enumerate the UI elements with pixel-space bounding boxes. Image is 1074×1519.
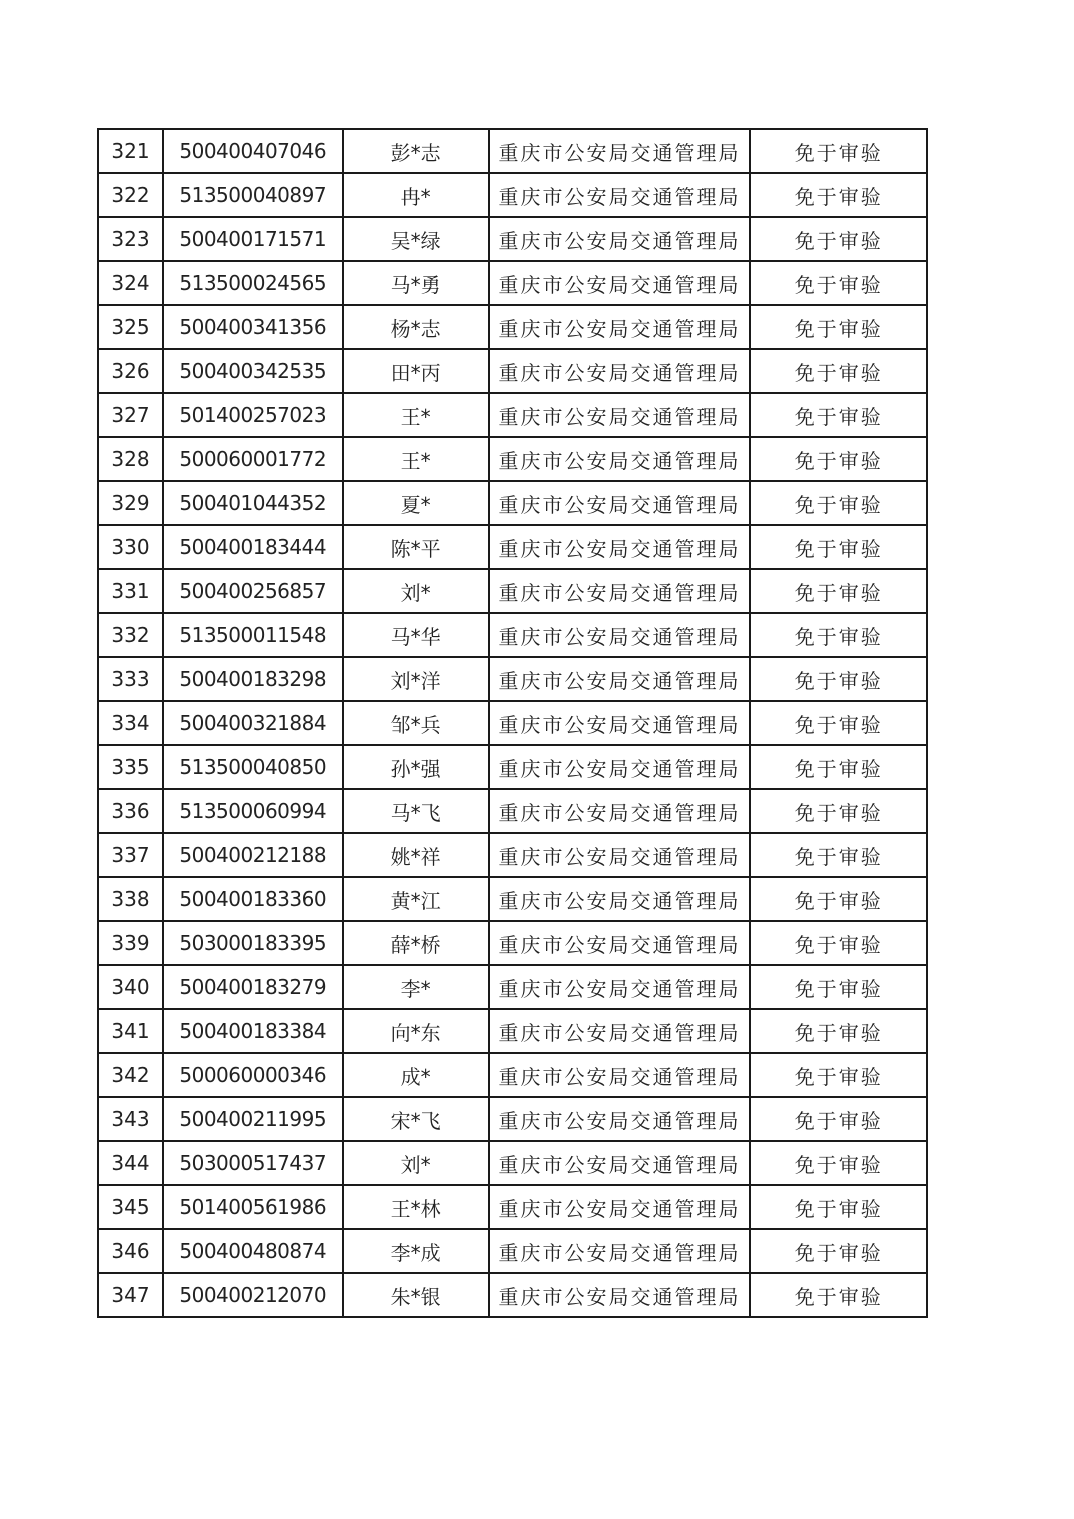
table-row	[98, 1097, 927, 1141]
table-row	[98, 569, 927, 613]
row-number-cell: 335	[98, 745, 163, 789]
table-row	[98, 525, 927, 569]
row-number-cell: 346	[98, 1229, 163, 1273]
license-number-cell: 500400211995	[163, 1097, 343, 1141]
license-number-cell: 500400171571	[163, 217, 343, 261]
driver-name-cell: 朱*银	[343, 1273, 489, 1317]
license-number-cell: 500400212070	[163, 1273, 343, 1317]
review-result-cell: 免于审验	[750, 1273, 927, 1317]
license-number-cell: 500401044352	[163, 481, 343, 525]
license-number-cell: 500060001772	[163, 437, 343, 481]
review-result-cell: 免于审验	[750, 1229, 927, 1273]
table-row	[98, 1009, 927, 1053]
table-row	[98, 613, 927, 657]
driver-name-cell: 黄*江	[343, 877, 489, 921]
driver-name-cell: 邹*兵	[343, 701, 489, 745]
license-number-cell: 500060000346	[163, 1053, 343, 1097]
driver-name-cell: 刘*	[343, 569, 489, 613]
driver-name-cell: 陈*平	[343, 525, 489, 569]
license-number-cell: 500400183384	[163, 1009, 343, 1053]
issuing-authority-cell: 重庆市公安局交通管理局	[489, 349, 751, 393]
issuing-authority-cell: 重庆市公安局交通管理局	[489, 657, 751, 701]
table-row	[98, 481, 927, 525]
review-result-cell: 免于审验	[750, 1053, 927, 1097]
review-result-cell: 免于审验	[750, 305, 927, 349]
issuing-authority-cell: 重庆市公安局交通管理局	[489, 745, 751, 789]
driver-name-cell: 薛*桥	[343, 921, 489, 965]
table-row	[98, 129, 927, 173]
table-row	[98, 965, 927, 1009]
driver-name-cell: 王*	[343, 437, 489, 481]
row-number-cell: 343	[98, 1097, 163, 1141]
issuing-authority-cell: 重庆市公安局交通管理局	[489, 1185, 751, 1229]
row-number-cell: 333	[98, 657, 163, 701]
driver-name-cell: 夏*	[343, 481, 489, 525]
issuing-authority-cell: 重庆市公安局交通管理局	[489, 305, 751, 349]
review-result-cell: 免于审验	[750, 1185, 927, 1229]
license-number-cell: 513500040850	[163, 745, 343, 789]
row-number-cell: 323	[98, 217, 163, 261]
issuing-authority-cell: 重庆市公安局交通管理局	[489, 789, 751, 833]
license-number-cell: 500400212188	[163, 833, 343, 877]
row-number-cell: 325	[98, 305, 163, 349]
row-number-cell: 342	[98, 1053, 163, 1097]
review-result-cell: 免于审验	[750, 261, 927, 305]
row-number-cell: 330	[98, 525, 163, 569]
license-number-cell: 513500060994	[163, 789, 343, 833]
row-number-cell: 340	[98, 965, 163, 1009]
license-number-cell: 500400480874	[163, 1229, 343, 1273]
license-number-cell: 513500024565	[163, 261, 343, 305]
license-number-cell: 500400183279	[163, 965, 343, 1009]
table-row	[98, 393, 927, 437]
table-row	[98, 261, 927, 305]
row-number-cell: 347	[98, 1273, 163, 1317]
review-result-cell: 免于审验	[750, 129, 927, 173]
driver-name-cell: 田*丙	[343, 349, 489, 393]
table-row	[98, 1053, 927, 1097]
row-number-cell: 337	[98, 833, 163, 877]
review-result-cell: 免于审验	[750, 437, 927, 481]
row-number-cell: 341	[98, 1009, 163, 1053]
driver-name-cell: 马*华	[343, 613, 489, 657]
table-row	[98, 1141, 927, 1185]
license-number-cell: 513500011548	[163, 613, 343, 657]
issuing-authority-cell: 重庆市公安局交通管理局	[489, 437, 751, 481]
review-result-cell: 免于审验	[750, 701, 927, 745]
driver-name-cell: 李*	[343, 965, 489, 1009]
row-number-cell: 339	[98, 921, 163, 965]
row-number-cell: 344	[98, 1141, 163, 1185]
driver-name-cell: 马*勇	[343, 261, 489, 305]
review-result-cell: 免于审验	[750, 525, 927, 569]
table-row	[98, 657, 927, 701]
review-result-cell: 免于审验	[750, 481, 927, 525]
review-result-cell: 免于审验	[750, 393, 927, 437]
license-number-cell: 503000517437	[163, 1141, 343, 1185]
driver-name-cell: 成*	[343, 1053, 489, 1097]
review-result-cell: 免于审验	[750, 965, 927, 1009]
review-result-cell: 免于审验	[750, 1141, 927, 1185]
driver-name-cell: 马*飞	[343, 789, 489, 833]
table-row	[98, 877, 927, 921]
license-number-cell: 500400407046	[163, 129, 343, 173]
driver-name-cell: 王*	[343, 393, 489, 437]
table-row	[98, 349, 927, 393]
review-result-cell: 免于审验	[750, 833, 927, 877]
license-number-cell: 500400256857	[163, 569, 343, 613]
driver-name-cell: 姚*祥	[343, 833, 489, 877]
issuing-authority-cell: 重庆市公安局交通管理局	[489, 833, 751, 877]
review-result-cell: 免于审验	[750, 613, 927, 657]
driver-name-cell: 刘*	[343, 1141, 489, 1185]
row-number-cell: 338	[98, 877, 163, 921]
review-result-cell: 免于审验	[750, 217, 927, 261]
issuing-authority-cell: 重庆市公安局交通管理局	[489, 525, 751, 569]
license-number-cell: 500400183360	[163, 877, 343, 921]
table-body	[98, 129, 927, 1317]
table-row	[98, 437, 927, 481]
issuing-authority-cell: 重庆市公安局交通管理局	[489, 965, 751, 1009]
issuing-authority-cell: 重庆市公安局交通管理局	[489, 1273, 751, 1317]
row-number-cell: 326	[98, 349, 163, 393]
issuing-authority-cell: 重庆市公安局交通管理局	[489, 569, 751, 613]
row-number-cell: 329	[98, 481, 163, 525]
license-number-cell: 501400257023	[163, 393, 343, 437]
license-number-cell: 500400183444	[163, 525, 343, 569]
license-number-cell: 500400341356	[163, 305, 343, 349]
exemption-list-table	[97, 128, 928, 1318]
issuing-authority-cell: 重庆市公安局交通管理局	[489, 217, 751, 261]
issuing-authority-cell: 重庆市公安局交通管理局	[489, 129, 751, 173]
review-result-cell: 免于审验	[750, 877, 927, 921]
table-row	[98, 745, 927, 789]
row-number-cell: 345	[98, 1185, 163, 1229]
row-number-cell: 324	[98, 261, 163, 305]
row-number-cell: 327	[98, 393, 163, 437]
license-number-cell: 503000183395	[163, 921, 343, 965]
issuing-authority-cell: 重庆市公安局交通管理局	[489, 701, 751, 745]
review-result-cell: 免于审验	[750, 745, 927, 789]
issuing-authority-cell: 重庆市公安局交通管理局	[489, 1009, 751, 1053]
row-number-cell: 336	[98, 789, 163, 833]
review-result-cell: 免于审验	[750, 657, 927, 701]
review-result-cell: 免于审验	[750, 921, 927, 965]
issuing-authority-cell: 重庆市公安局交通管理局	[489, 1053, 751, 1097]
issuing-authority-cell: 重庆市公安局交通管理局	[489, 1141, 751, 1185]
driver-name-cell: 宋*飞	[343, 1097, 489, 1141]
issuing-authority-cell: 重庆市公安局交通管理局	[489, 1097, 751, 1141]
table-row	[98, 701, 927, 745]
review-result-cell: 免于审验	[750, 789, 927, 833]
table-row	[98, 217, 927, 261]
issuing-authority-cell: 重庆市公安局交通管理局	[489, 921, 751, 965]
driver-name-cell: 彭*志	[343, 129, 489, 173]
issuing-authority-cell: 重庆市公安局交通管理局	[489, 613, 751, 657]
table-row	[98, 173, 927, 217]
table-row	[98, 921, 927, 965]
license-number-cell: 500400321884	[163, 701, 343, 745]
driver-name-cell: 向*东	[343, 1009, 489, 1053]
driver-name-cell: 李*成	[343, 1229, 489, 1273]
review-result-cell: 免于审验	[750, 1009, 927, 1053]
row-number-cell: 334	[98, 701, 163, 745]
review-result-cell: 免于审验	[750, 1097, 927, 1141]
driver-name-cell: 杨*志	[343, 305, 489, 349]
table-row	[98, 833, 927, 877]
driver-name-cell: 吴*绿	[343, 217, 489, 261]
issuing-authority-cell: 重庆市公安局交通管理局	[489, 173, 751, 217]
review-result-cell: 免于审验	[750, 173, 927, 217]
row-number-cell: 331	[98, 569, 163, 613]
row-number-cell: 321	[98, 129, 163, 173]
table-row	[98, 305, 927, 349]
row-number-cell: 328	[98, 437, 163, 481]
row-number-cell: 322	[98, 173, 163, 217]
license-number-cell: 501400561986	[163, 1185, 343, 1229]
driver-name-cell: 孙*强	[343, 745, 489, 789]
row-number-cell: 332	[98, 613, 163, 657]
license-number-cell: 513500040897	[163, 173, 343, 217]
table-row	[98, 1229, 927, 1273]
driver-name-cell: 王*林	[343, 1185, 489, 1229]
table-row	[98, 1185, 927, 1229]
review-result-cell: 免于审验	[750, 569, 927, 613]
driver-name-cell: 冉*	[343, 173, 489, 217]
issuing-authority-cell: 重庆市公安局交通管理局	[489, 393, 751, 437]
issuing-authority-cell: 重庆市公安局交通管理局	[489, 877, 751, 921]
table-row	[98, 789, 927, 833]
license-number-cell: 500400183298	[163, 657, 343, 701]
issuing-authority-cell: 重庆市公安局交通管理局	[489, 261, 751, 305]
review-result-cell: 免于审验	[750, 349, 927, 393]
issuing-authority-cell: 重庆市公安局交通管理局	[489, 1229, 751, 1273]
license-number-cell: 500400342535	[163, 349, 343, 393]
table-row	[98, 1273, 927, 1317]
issuing-authority-cell: 重庆市公安局交通管理局	[489, 481, 751, 525]
driver-name-cell: 刘*洋	[343, 657, 489, 701]
